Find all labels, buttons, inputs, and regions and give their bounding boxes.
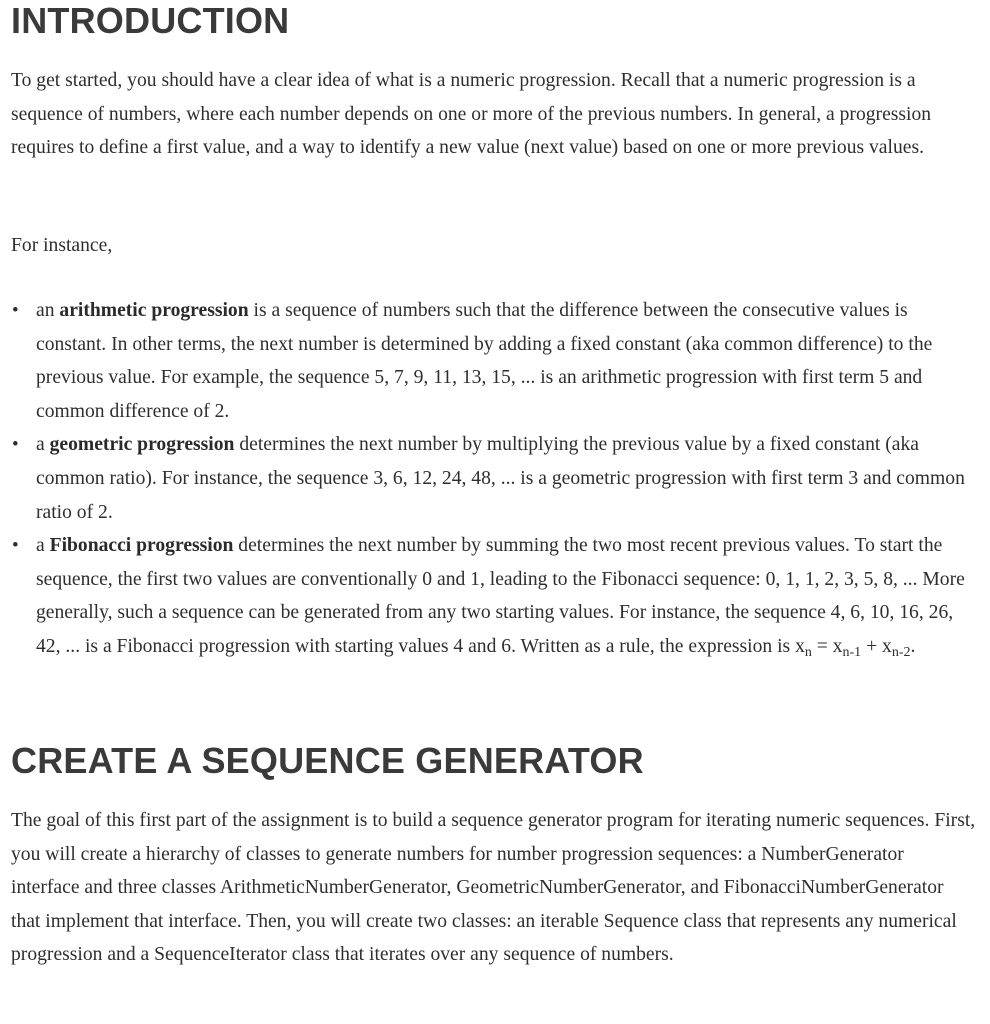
fibonacci-description: determines the next number by summing the two most recent previous values. To start the sequence, the first two values are conventionally 0 and 1, leading to the Fibonacci sequence: 0, 1, 1, 2, 3, 5, 8, ... More generally, such a sequence can be generated from any two starting values. For instance, the sequence 4, 6, 10, 16, 26, 42, ... is a Fibonacci progression with starting values 4 and 6. Written as a rule, the expression is — [36, 535, 965, 657]
list-item-arithmetic — [12, 294, 981, 428]
list-item-fibonacci — [12, 529, 981, 663]
bullet-icon: • — [12, 300, 19, 321]
bullet-icon: • — [12, 434, 19, 456]
fibonacci-progression-term: Fibonacci progression — [49, 535, 234, 557]
progression-list — [11, 294, 981, 664]
fibonacci-formula: $x_n = x_{n-1} + x_{n-2}$. — [795, 635, 916, 660]
sequence-generator-paragraph: The goal of this first part of the assignment is to build a sequence generator program for iterating numeric sequences. First, you will create a hierarchy of classes to generate numbers for number progression sequences: a NumberGenerator interface and three classes ArithmeticNumberGenerator, GeometricNumberGenerator, and FibonacciNumberGenerator that implement that interface. Then, you will create two classes: an iterable Sequence class that represents any numerical progression and a SequenceIterator class that iterates over any sequence of numbers. — [11, 810, 976, 966]
sequence-generator-heading: CREATE A SEQUENCE GENERATOR — [11, 740, 644, 781]
bullet-icon: • — [12, 535, 19, 557]
geometric-progression-term: geometric progression — [49, 434, 235, 456]
list-item-geometric — [12, 428, 981, 529]
document-page — [11, 0, 976, 966]
arithmetic-description: is a sequence of numbers such that the difference between the consecutive values is constant. In other terms, the next number is determined by adding a fixed constant (aka common difference) to the previous value. For example, the sequence 5, 7, 9, 11, 13, 15, ... is an arithmetic progression with first term 5 and common difference of 2. — [36, 300, 933, 422]
list-item-lead: a — [36, 434, 45, 456]
geometric-description: determines the next number by multiplying the previous value by a fixed constant (aka common ratio). For instance, the sequence 3, 6, 12, 24, 48, ... is a geometric progression with first term 3 and common ratio of 2. — [36, 434, 965, 523]
list-item-lead: a — [36, 535, 45, 557]
introduction-paragraph: To get started, you should have a clear idea of what is a numeric progression. Recall that a numeric progression is a sequence of numbers, where each number depends on one or more of the previous numbers. In general, a progression requires to define a first value, and a way to identify a new value (next value) based on one or more previous values. — [11, 70, 932, 159]
introduction-heading: INTRODUCTION — [11, 0, 290, 41]
list-item-lead: an — [36, 300, 55, 321]
arithmetic-progression-term: arithmetic progression — [59, 300, 249, 321]
for-instance-text: For instance, — [11, 235, 113, 256]
